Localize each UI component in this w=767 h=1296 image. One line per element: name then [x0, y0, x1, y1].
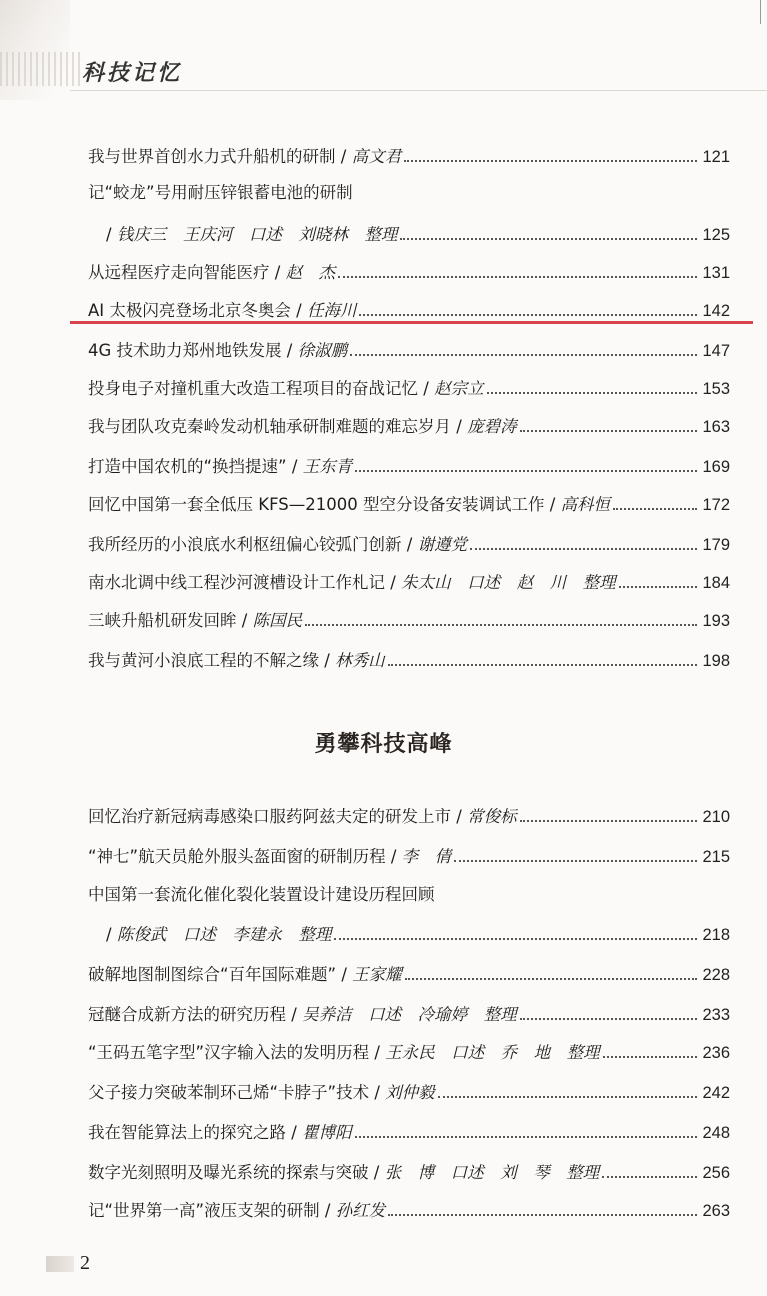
toc-entry-title [88, 610, 302, 632]
toc-entry-title [88, 456, 352, 478]
toc-entry[interactable] [88, 450, 730, 478]
toc-entry-page: 153 [702, 380, 730, 398]
toc-entry-title-text: 数字光刻照明及曝光系统的探索与突破 / [88, 1163, 385, 1182]
toc-entry[interactable] [88, 294, 730, 322]
toc-entry-title-text: 打造中国农机的“换挡提速” / [88, 457, 303, 476]
toc-entry-title-text: / [106, 925, 117, 944]
toc-entry[interactable] [88, 1036, 730, 1064]
page-number [46, 1252, 90, 1275]
toc-entry-page: 163 [702, 418, 730, 436]
toc-entry-page: 142 [702, 302, 730, 320]
toc-entry-author: 任海川 [306, 301, 357, 320]
dot-leader [388, 1214, 697, 1216]
toc-entry[interactable] [88, 488, 730, 516]
toc-entry-title [88, 1082, 435, 1104]
toc-entry-author: 李 倩 [401, 847, 452, 866]
header-rule [70, 90, 767, 91]
toc-entry-title [88, 494, 610, 516]
toc-entry-title [88, 572, 616, 594]
toc-entry[interactable] [88, 410, 730, 438]
toc-entry-title-text: 我与团队攻克秦岭发动机轴承研制难题的难忘岁月 / [88, 417, 468, 436]
toc-entry[interactable] [88, 800, 730, 828]
toc-entry-title [88, 964, 402, 986]
toc-entry-title-text: 记“蛟龙”号用耐压锌银蓄电池的研制 [88, 183, 353, 202]
toc-entry-page: 236 [702, 1044, 730, 1062]
toc-entry-title [88, 534, 467, 556]
toc-entry[interactable] [88, 878, 730, 906]
dot-leader [454, 860, 697, 862]
dot-leader [355, 470, 697, 472]
toc-entry[interactable] [88, 1116, 730, 1144]
toc-entry[interactable] [88, 566, 730, 594]
dot-leader [603, 1056, 697, 1058]
toc-entry-author: 钱庆三 王庆河 口述 刘晓林 整理 [116, 225, 398, 244]
toc-entry[interactable] [88, 140, 730, 168]
toc-entry-title-text: 我所经历的小浪底水利枢纽偏心铰弧门创新 / [88, 535, 418, 554]
toc-entry-page: 193 [702, 612, 730, 630]
toc-entry-author: 刘仲毅 [385, 1083, 435, 1102]
toc-entry-author: 王永民 口述 乔 地 整理 [385, 1043, 600, 1062]
toc-entry-title-text: 回忆中国第一套全低压 KFS—21000 型空分设备安装调试工作 / [88, 495, 561, 514]
toc-entry-page: 263 [702, 1202, 730, 1220]
toc-entry-page: 131 [702, 264, 730, 282]
toc-entry[interactable] [88, 644, 730, 672]
toc-entry-author: 朱太山 口述 赵 川 整理 [401, 573, 616, 592]
toc-entry[interactable] [88, 1076, 730, 1104]
page-number-decoration [46, 1256, 74, 1272]
dot-leader [520, 430, 697, 432]
toc-entry-title-text: 我在智能算法上的探究之路 / [88, 1123, 303, 1142]
toc-entry-page: 198 [702, 652, 730, 670]
toc-entry-page: 125 [702, 226, 730, 244]
toc-entry-page: 172 [702, 496, 730, 514]
toc-entry[interactable] [88, 958, 730, 986]
toc-entry-title-text: 4G 技术助力郑州地铁发展 / [88, 341, 298, 360]
red-marker-line [70, 321, 753, 324]
toc-entry-page: 184 [702, 574, 730, 592]
toc-entry-title-text: 破解地图制图综合“百年国际难题” / [88, 965, 353, 984]
toc-entry[interactable] [88, 998, 730, 1026]
dot-leader [619, 586, 697, 588]
toc-entry-title [88, 1122, 352, 1144]
toc-entry-title-text: 我与黄河小浪底工程的不解之缘 / [88, 651, 336, 670]
dot-leader [602, 1176, 697, 1178]
toc-entry-author: 高文君 [351, 147, 402, 166]
toc-entry-page: 169 [702, 458, 730, 476]
toc-entry-title-text: 三峡升船机研发回眸 / [88, 611, 253, 630]
toc-entry-title [88, 1004, 517, 1026]
toc-entry[interactable] [88, 918, 730, 946]
toc-entry-page: 147 [702, 342, 730, 360]
dot-leader [405, 978, 697, 980]
toc-entry[interactable] [88, 218, 730, 246]
header-pattern [0, 52, 80, 86]
toc-entry-page: 218 [702, 926, 730, 944]
toc-entry-author: 庞碧涛 [467, 417, 517, 436]
toc-entry-page: 215 [702, 848, 730, 866]
toc-entry-title-text: 从远程医疗走向智能医疗 / [88, 263, 286, 282]
toc-entry-title-text: / [106, 225, 117, 244]
toc-entry-title [88, 300, 356, 322]
toc-entry-author: 张 博 口述 刘 琴 整理 [384, 1163, 600, 1182]
toc-entry-page: 121 [702, 148, 730, 166]
toc-entry-title-text: “神七”航天员舱外服头盔面窗的研制历程 / [88, 847, 402, 866]
toc-entry[interactable] [88, 1194, 730, 1222]
dot-leader [350, 354, 697, 356]
dot-leader [355, 1136, 697, 1138]
toc-entry[interactable] [88, 372, 730, 400]
toc-entry-page: 242 [702, 1084, 730, 1102]
toc-entry-title-text: 冠醚合成新方法的研究历程 / [88, 1005, 303, 1024]
toc-entry[interactable] [88, 256, 730, 284]
toc-entry-title-text: 记“世界第一高”液压支架的研制 / [88, 1201, 336, 1220]
toc-entry[interactable] [88, 1156, 730, 1184]
toc-entry-title [88, 182, 353, 204]
toc-entry-title-text: 回忆治疗新冠病毒感染口服药阿兹夫定的研发上市 / [88, 807, 468, 826]
toc-entry[interactable] [88, 604, 730, 632]
toc-entry-title-text: 投身电子对撞机重大改造工程项目的奋战记忆 / [88, 379, 435, 398]
dot-leader [470, 548, 697, 550]
page-number-text: 2 [80, 1252, 90, 1274]
toc-entry-author: 孙红发 [335, 1201, 386, 1220]
toc-entry-title-text: 中国第一套流化催化裂化装置设计建设历程回顾 [88, 885, 435, 904]
toc-entry-title-text: “王码五笔字型”汉字输入法的发明历程 / [88, 1043, 386, 1062]
toc-entry-title-text: 南水北调中线工程沙河渡槽设计工作札记 / [88, 573, 402, 592]
toc-entry-title [88, 1162, 599, 1184]
toc-entry-page: 248 [702, 1124, 730, 1142]
toc-entry-author: 林秀山 [335, 651, 385, 670]
dot-leader [520, 1018, 697, 1020]
toc-entry-author: 王东青 [302, 457, 353, 476]
toc-entry-title [88, 884, 435, 906]
dot-leader [400, 238, 697, 240]
toc-entry-title [88, 650, 385, 672]
dot-leader [334, 938, 697, 940]
toc-entry-author: 瞿博阳 [302, 1123, 352, 1142]
toc-entry-author: 常俊标 [467, 807, 517, 826]
dot-leader [388, 664, 697, 666]
toc-entry-title [88, 416, 517, 438]
toc-entry-title [106, 224, 397, 246]
toc-entry-title [88, 146, 401, 168]
toc-entry-title [106, 924, 331, 946]
toc-entry-title [88, 1200, 385, 1222]
dot-leader [404, 160, 697, 162]
dot-leader [338, 276, 697, 278]
toc-entry-author: 赵 杰 [285, 263, 336, 282]
toc-entry-author: 谢遵党 [417, 535, 468, 554]
toc-entry-title [88, 262, 335, 284]
toc-entry-page: 210 [702, 808, 730, 826]
toc-entry-title [88, 340, 347, 362]
page-edge [760, 0, 761, 24]
toc-entry-author: 陈国民 [252, 611, 303, 630]
toc-entry-title-text: 我与世界首创水力式升船机的研制 / [88, 147, 352, 166]
toc-entry-author: 吴养洁 口述 冷瑜婷 整理 [302, 1005, 517, 1024]
dot-leader [305, 624, 697, 626]
dot-leader [487, 392, 697, 394]
toc-entry-title [88, 846, 451, 868]
dot-leader [438, 1096, 697, 1098]
toc-entry[interactable] [88, 528, 730, 556]
toc-entry-title [88, 806, 517, 828]
section-title: 勇攀科技高峰 [314, 731, 453, 756]
toc-entry[interactable] [88, 334, 730, 362]
toc-entry-title [88, 1042, 600, 1064]
dot-leader [520, 820, 697, 822]
dot-leader [613, 508, 697, 510]
toc-entry-title-text: 父子接力突破苯制环己烯“卡脖子”技术 / [88, 1083, 386, 1102]
toc-entry-title-text: AI 太极闪亮登场北京冬奥会 / [88, 301, 307, 320]
toc-entry-author: 王家耀 [352, 965, 402, 984]
toc-entry[interactable] [88, 840, 730, 868]
toc-entry-author: 陈俊武 口述 李建永 整理 [116, 925, 332, 944]
toc-entry-author: 赵宗立 [434, 379, 484, 398]
toc-entry-page: 233 [702, 1006, 730, 1024]
running-header: 科技记忆 [82, 60, 183, 86]
dot-leader [359, 314, 697, 316]
toc-entry-page: 256 [702, 1164, 730, 1182]
toc-entry[interactable] [88, 176, 730, 204]
toc-entry-page: 179 [702, 536, 730, 554]
toc-entry-author: 高科恒 [560, 495, 611, 514]
toc-entry-page: 228 [702, 966, 730, 984]
toc-entry-title [88, 378, 484, 400]
toc-entry-author: 徐淑鹏 [297, 341, 348, 360]
